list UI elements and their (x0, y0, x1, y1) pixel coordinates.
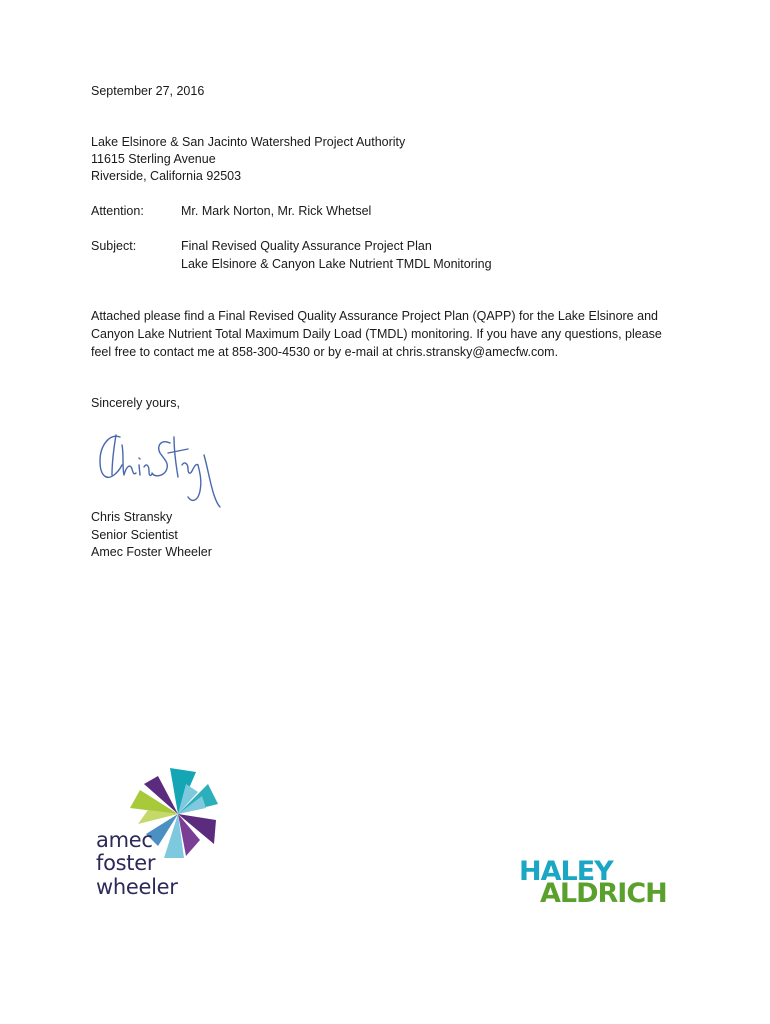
subject-line-2: Lake Elsinore & Canyon Lake Nutrient TMDL Monitoring (181, 257, 492, 271)
subject-line-1: Final Revised Quality Assurance Project Plan (181, 239, 432, 253)
signer-name: Chris Stransky (91, 510, 173, 524)
subject-label: Subject: (91, 239, 137, 253)
recipient-city: Riverside, California 92503 (91, 169, 242, 183)
signer-title: Senior Scientist (91, 528, 178, 542)
body-line-3: feel free to contact me at 858-300-4530 or by e-mail at chris.stransky@amecfw.com. (91, 345, 559, 359)
body-paragraph (91, 307, 691, 361)
attention-value: Mr. Mark Norton, Mr. Rick Whetsel (181, 204, 372, 218)
haley-logo-line-1: HALEY (519, 856, 613, 887)
attention-label: Attention: (91, 204, 144, 218)
handwritten-signature (92, 425, 222, 510)
body-line-1: Attached please find a Final Revised Quality Assurance Project Plan (QAPP) for the Lake Elsinore and (91, 309, 658, 323)
letter-date: September 27, 2016 (91, 84, 205, 98)
signer-company: Amec Foster Wheeler (91, 545, 212, 559)
recipient-street: 11615 Sterling Avenue (91, 152, 216, 166)
recipient-org: Lake Elsinore & San Jacinto Watershed Project Authority (91, 135, 406, 149)
amec-logo-line-1: amec (96, 828, 153, 852)
closing: Sincerely yours, (91, 396, 180, 410)
haley-logo-line-2: ALDRICH (540, 878, 667, 909)
amec-logo-line-3: wheeler (96, 875, 178, 899)
body-line-2: Canyon Lake Nutrient Total Maximum Daily Load (TMDL) monitoring. If you have any questions, please (91, 327, 662, 341)
amec-logo-line-2: foster (96, 851, 156, 875)
